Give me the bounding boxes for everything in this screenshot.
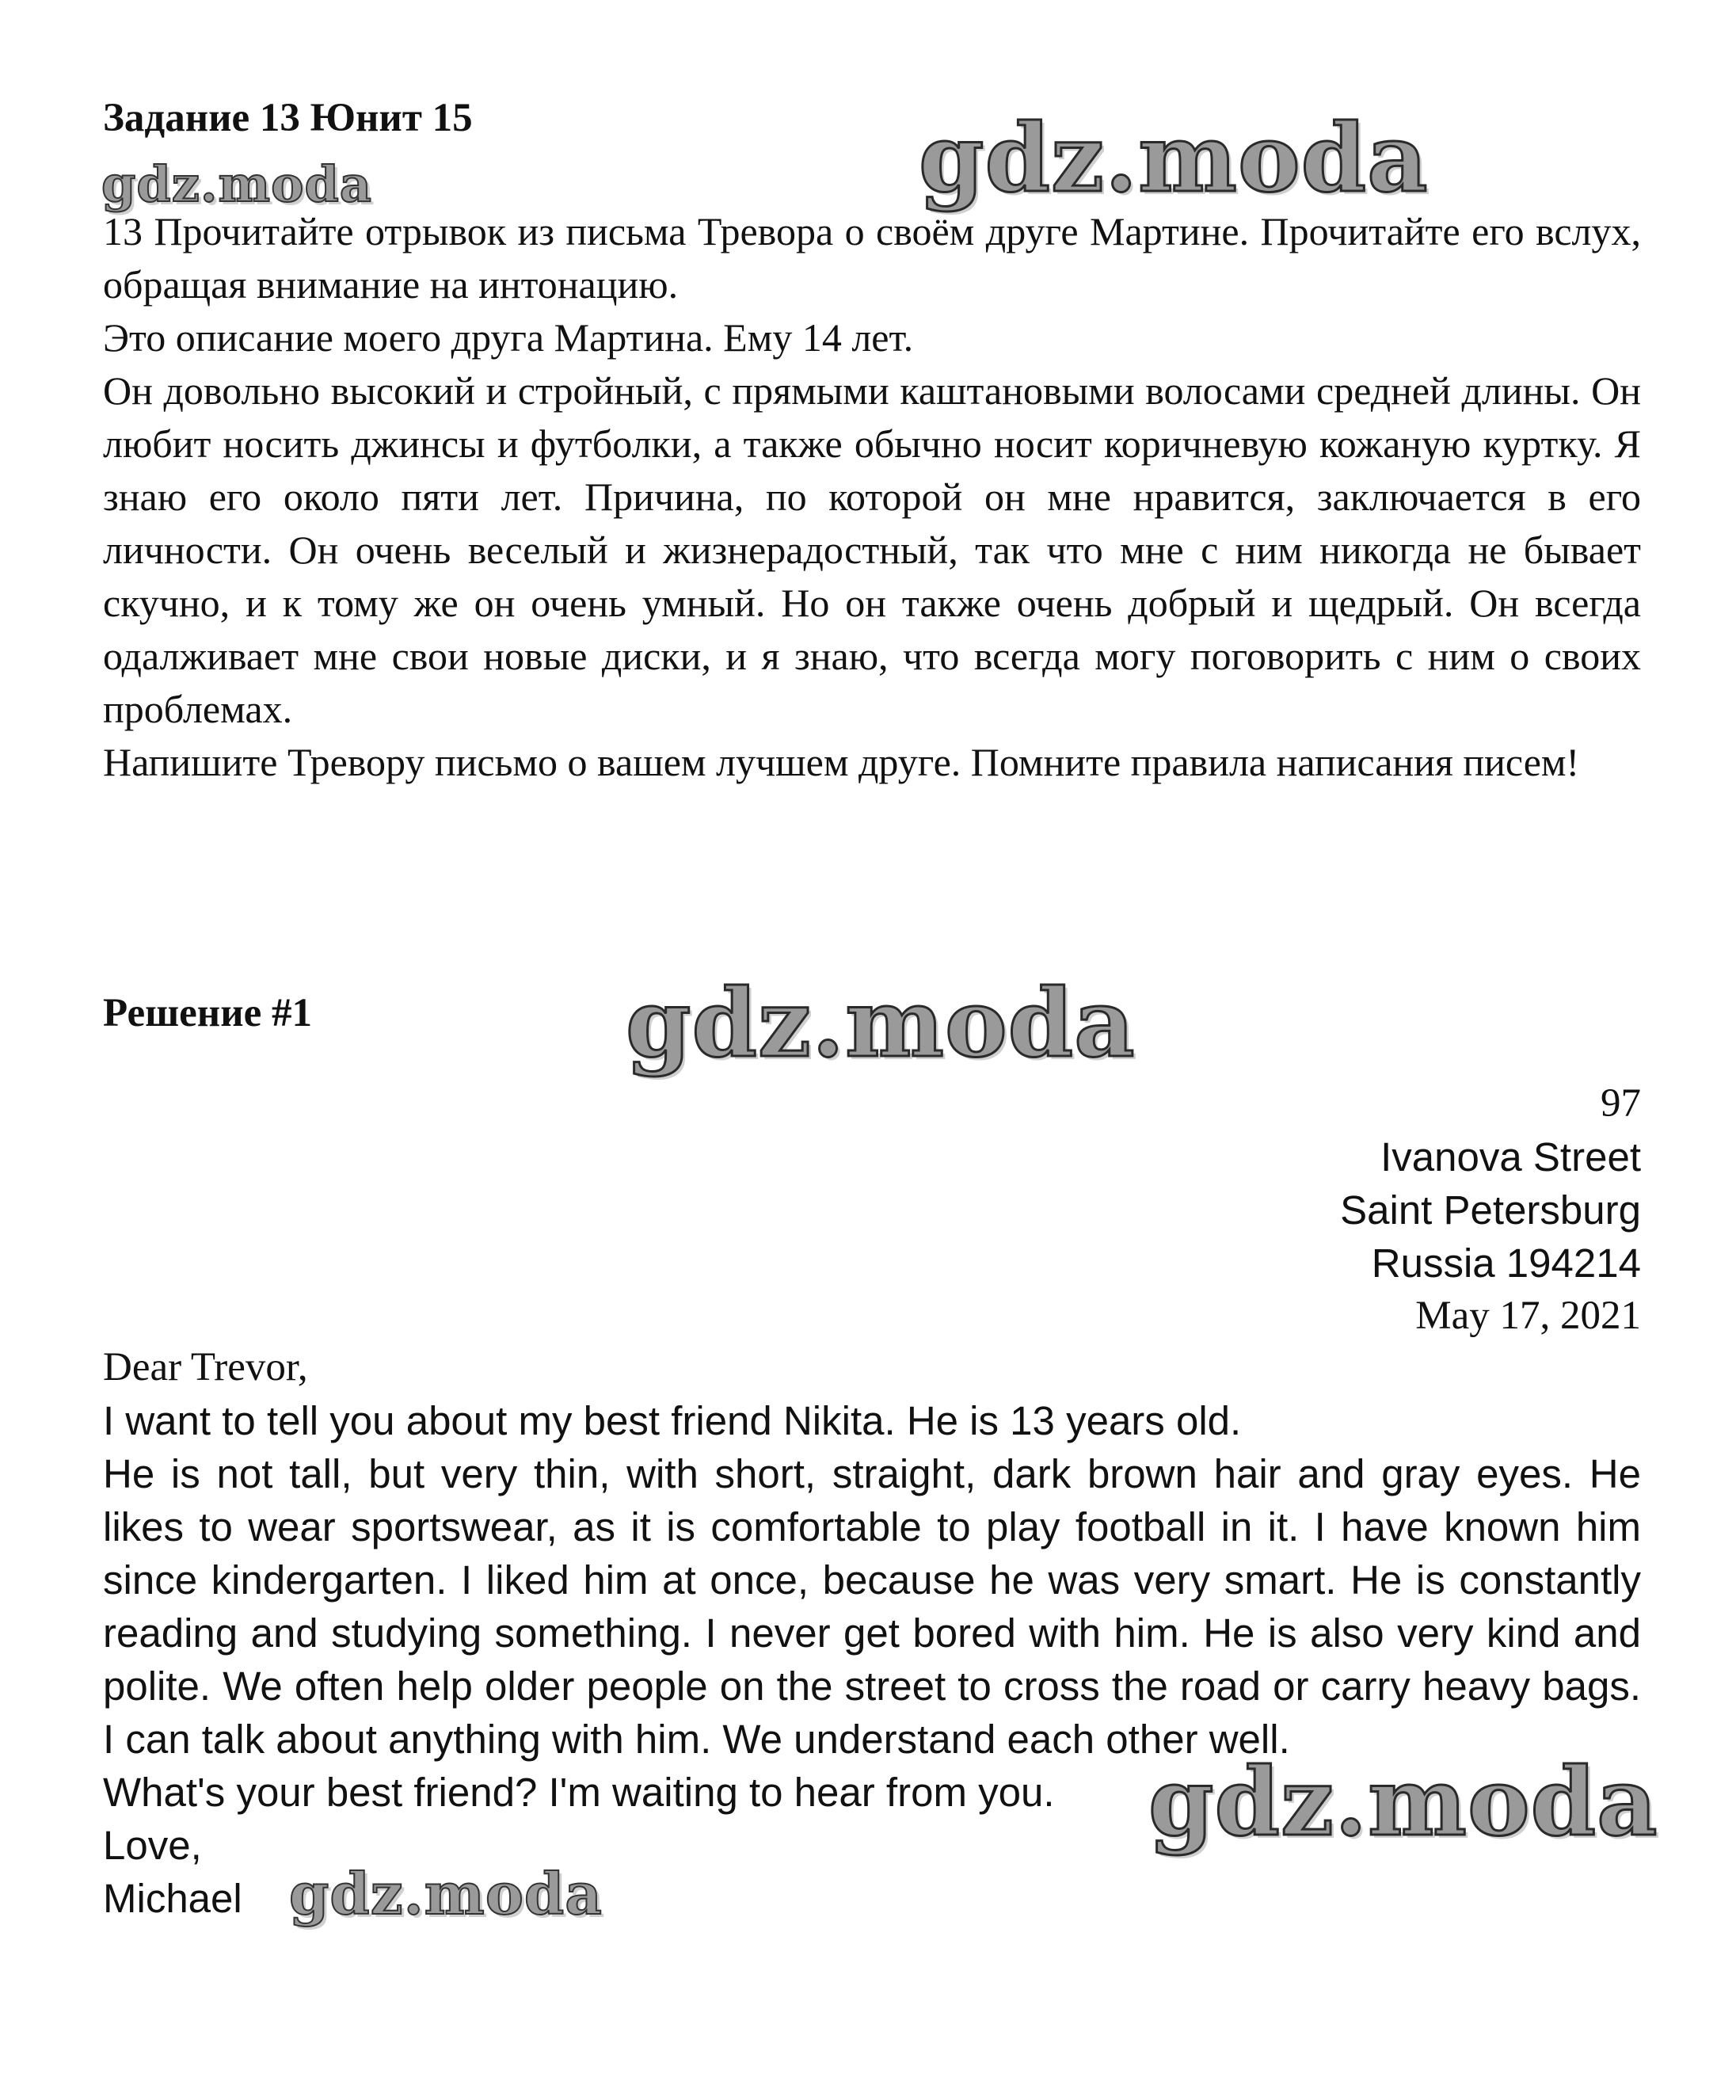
watermark-logo: gdz.moda	[626, 968, 1136, 1078]
letter-date: May 17, 2021	[1415, 1294, 1641, 1338]
task-paragraph: 13 Прочитайте отрывок из письма Тревора о своём друге Мартине. Прочитайте его вслух, обращая внимание на интонацию.	[103, 209, 1641, 307]
watermark-logo: gdz.moda	[101, 155, 372, 213]
letter-signature: Michael	[103, 1876, 242, 1921]
task-paragraph: Он довольно высокий и стройный, с прямыми каштановыми волосами средней длины. Он любит носить джинсы и футболки, а также обычно носит коричневую кожаную куртку. Я знаю его около пяти лет. Причина, по которой он мне нравится, заключается в его личности. Он очень веселый и жизнерадостный, так что мне с ним никогда не бывает скучно, и к тому же он очень умный. Но он также очень добрый и щедрый. Он всегда одалживает мне свои новые диски, и я знаю, что всегда могу поговорить с ним о своих проблемах.	[103, 368, 1641, 731]
task-paragraph: Это описание моего друга Мартина. Ему 14 лет.	[103, 315, 914, 360]
letter-address	[1087, 1077, 1641, 1343]
watermark-logo: gdz.moda	[919, 103, 1429, 213]
address-number: 97	[1601, 1081, 1641, 1126]
letter-greeting: Dear Trevor,	[103, 1345, 308, 1389]
letter-closing: Love,	[103, 1823, 202, 1868]
letter-main-paragraph: He is not tall, but very thin, with short, straight, dark brown hair and gray eyes. He likes to wear sportswear, as it is comfortable to play football in it. I have known him since kindergarten. I liked him at once, because he was very smart. He is constantly reading and studying something. I never get bored with him. He is also very kind and polite. We often help older people on the street to cross the road or carry heavy bags. I can talk about anything with him. We understand each other well.	[103, 1451, 1641, 1762]
letter-intro: I want to tell you about my best friend Nikita. He is 13 years old.	[103, 1398, 1242, 1443]
task-text	[103, 205, 1641, 789]
address-street: Ivanova Street	[1380, 1134, 1641, 1180]
watermark-logo: gdz.moda	[289, 1860, 603, 1927]
watermark-logo: gdz.moda	[1148, 1747, 1658, 1857]
address-country: Russia 194214	[1371, 1241, 1641, 1286]
address-city: Saint Petersburg	[1340, 1187, 1641, 1233]
task-paragraph: Напишите Тревору письмо о вашем лучшем друге. Помните правила написания писем!	[103, 740, 1580, 784]
task-title: Задание 13 Юнит 15	[103, 96, 473, 140]
solution-title: Решение #1	[103, 991, 312, 1035]
letter-question: What's your best friend? I'm waiting to hear from you.	[103, 1770, 1055, 1815]
